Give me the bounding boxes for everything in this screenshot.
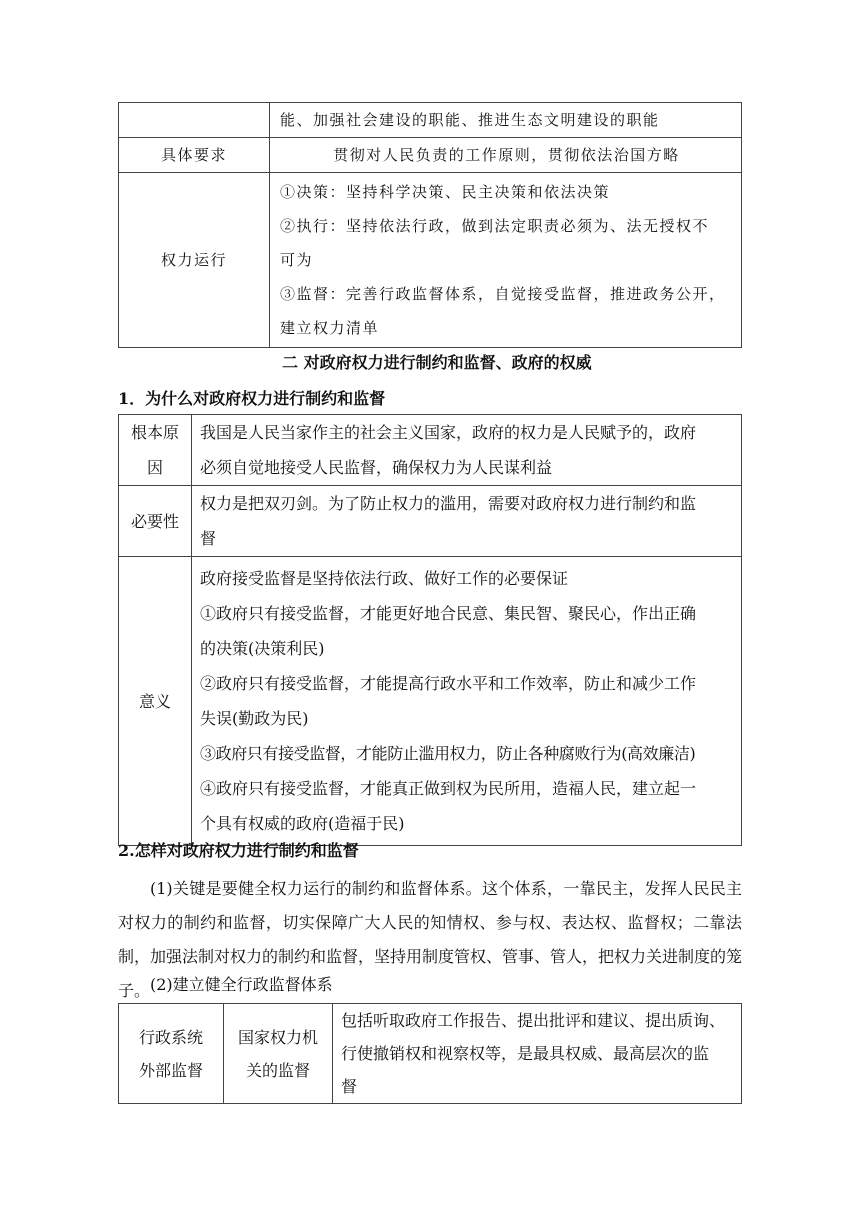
row-label (119, 486, 192, 557)
text-line: ③监督：完善行政监督体系，自觉接受监督，推进政务公开， (280, 285, 726, 303)
table-row (119, 486, 742, 557)
table-row (119, 173, 742, 348)
text-line: 我国是人民当家作主的社会主义国家，政府的权力是人民赋予的，政府 (200, 423, 697, 442)
text-line: 督 (200, 529, 217, 548)
label-line: 意义 (138, 691, 171, 711)
question-heading: 2.怎样对政府权力进行制约和监督 (118, 841, 359, 860)
row-text (192, 557, 742, 846)
row-text: 能、加强社会建设的职能、推进生态文明建设的职能 (270, 103, 742, 138)
table-row (119, 415, 742, 486)
text-line: ②政府只有接受监督，才能提高行政水平和工作效率，防止和减少工作 (200, 674, 697, 693)
text-line: 外部监督 (138, 1060, 203, 1080)
text-line: 权力是把双刃剑。为了防止权力的滥用，需要对政府权力进行制约和监 (200, 494, 697, 513)
text-line: 行使撤销权和视察权等，是最具权威、最高层次的监 (341, 1044, 710, 1063)
text-line: ①决策：坚持科学决策、民主决策和依法决策 (280, 183, 611, 201)
row-text (192, 415, 742, 486)
supervision-content (333, 1004, 742, 1104)
text-line: 包括听取政府工作报告、提出批评和建议、提出质询、 (341, 1011, 726, 1030)
text-line: 关的监督 (245, 1060, 310, 1080)
text-line: ①政府只有接受监督，才能更好地合民意、集民智、聚民心，作出正确 (200, 604, 697, 623)
body-paragraph: (1)关键是要健全权力运行的制约和监督体系。这个体系，一靠民主，发挥人民民主对权力的制约和监督，切实保障广大人民的知情权、参与权、表达权、监督权；二靠法制，加强法制对权力的制约和监督，坚持用制度管权、管事、管人，把权力关进制度的笼子。 (118, 879, 743, 1000)
text-line: 的决策(决策利民) (200, 639, 325, 658)
text-line: 政府接受监督是坚持依法行政、做好工作的必要保证 (200, 569, 569, 588)
supervision-table (118, 1003, 742, 1104)
text-line: 必须自觉地接受人民监督，确保权力为人民谋利益 (200, 458, 553, 477)
table-row (119, 1004, 742, 1104)
row-label: 具体要求 (119, 138, 270, 173)
text-line: 行政系统 (138, 1027, 203, 1047)
table-row (119, 557, 742, 846)
row-text (192, 486, 742, 557)
text-line: 建立权力清单 (280, 319, 380, 337)
text-line: 个具有权威的政府(造福于民) (200, 814, 405, 833)
reasons-table (118, 414, 742, 846)
label-line: 必要性 (130, 511, 179, 531)
supervision-category (119, 1004, 224, 1104)
text-line: ②执行：坚持依法行政，做到法定职责必须为、法无授权不 (280, 217, 710, 235)
text-line: 督 (341, 1077, 358, 1096)
row-label: 权力运行 (119, 173, 270, 348)
text-line: ④政府只有接受监督，才能真正做到权为民所用，造福人民，建立起一 (200, 779, 697, 798)
row-label (119, 415, 192, 486)
row-text: 贯彻对人民负责的工作原则，贯彻依法治国方略 (270, 138, 742, 173)
row-label (119, 557, 192, 846)
label-line: 根本原 (130, 423, 179, 442)
section-heading: 二 对政府权力进行制约和监督、政府的权威 (282, 353, 592, 372)
table-row (119, 103, 742, 138)
power-operation-table (118, 102, 742, 348)
text-line: ③政府只有接受监督，才能防止滥用权力，防止各种腐败行为(高效廉洁) (200, 744, 696, 763)
supervision-subject (224, 1004, 333, 1104)
question-heading: 1．为什么对政府权力进行制约和监督 (118, 389, 386, 408)
row-label (119, 103, 270, 138)
text-line: 失误(勤政为民) (200, 709, 309, 728)
text-line: 可为 (280, 251, 314, 269)
text-line: 国家权力机 (237, 1027, 318, 1047)
table-row (119, 138, 742, 173)
body-paragraph: (2)建立健全行政监督体系 (150, 975, 333, 994)
label-line: 因 (146, 458, 163, 477)
row-text (270, 173, 742, 348)
